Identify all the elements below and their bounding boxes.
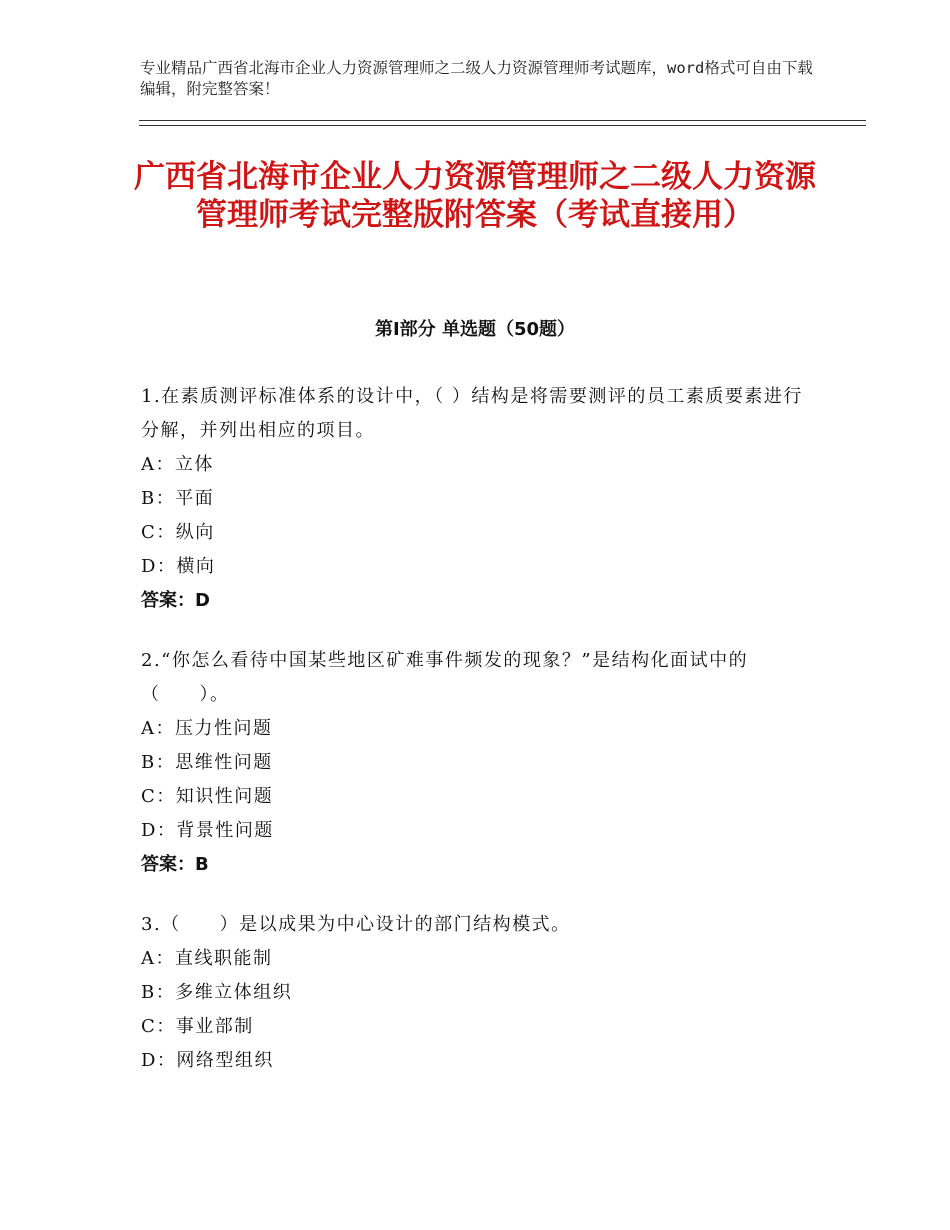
question-stem: 1.在素质测评标准体系的设计中，（ ）结构是将需要测评的员工素质要素进行分解，并列出相应的项目。 bbox=[141, 386, 803, 441]
option-b: B：思维性问题 bbox=[141, 752, 273, 773]
option-a: A：直线职能制 bbox=[141, 948, 273, 969]
header-divider bbox=[139, 120, 866, 121]
option-a: A：压力性问题 bbox=[141, 718, 273, 739]
question-1 bbox=[141, 380, 821, 618]
option-b: B：平面 bbox=[141, 488, 215, 509]
question-stem: 3.（ ）是以成果为中心设计的部门结构模式。 bbox=[141, 914, 571, 935]
option-d: D：背景性问题 bbox=[141, 820, 274, 841]
option-b: B：多维立体组织 bbox=[141, 982, 293, 1003]
question-3 bbox=[141, 908, 821, 1078]
answer-line: 答案：B bbox=[141, 854, 209, 875]
header-note: 专业精品广西省北海市企业人力资源管理师之二级人力资源管理师考试题库，word格式可自由下载编辑，附完整答案！ bbox=[140, 59, 813, 98]
option-c: C：纵向 bbox=[141, 522, 215, 543]
question-list bbox=[141, 380, 821, 1104]
question-2 bbox=[141, 644, 821, 882]
section-title: 第Ⅰ部分 单选题（50题） bbox=[374, 319, 575, 340]
answer-line: 答案：D bbox=[141, 590, 210, 611]
header-divider-secondary bbox=[139, 125, 866, 126]
option-d: D：网络型组织 bbox=[141, 1050, 274, 1071]
option-a: A：立体 bbox=[141, 454, 214, 475]
document-title: 广西省北海市企业人力资源管理师之二级人力资源管理师考试完整版附答案（考试直接用） bbox=[134, 159, 816, 233]
option-d: D：横向 bbox=[141, 556, 216, 577]
option-c: C：事业部制 bbox=[141, 1016, 254, 1037]
option-c: C：知识性问题 bbox=[141, 786, 274, 807]
question-stem: 2.“你怎么看待中国某些地区矿难事件频发的现象？”是结构化面试中的（ ）。 bbox=[141, 650, 749, 705]
